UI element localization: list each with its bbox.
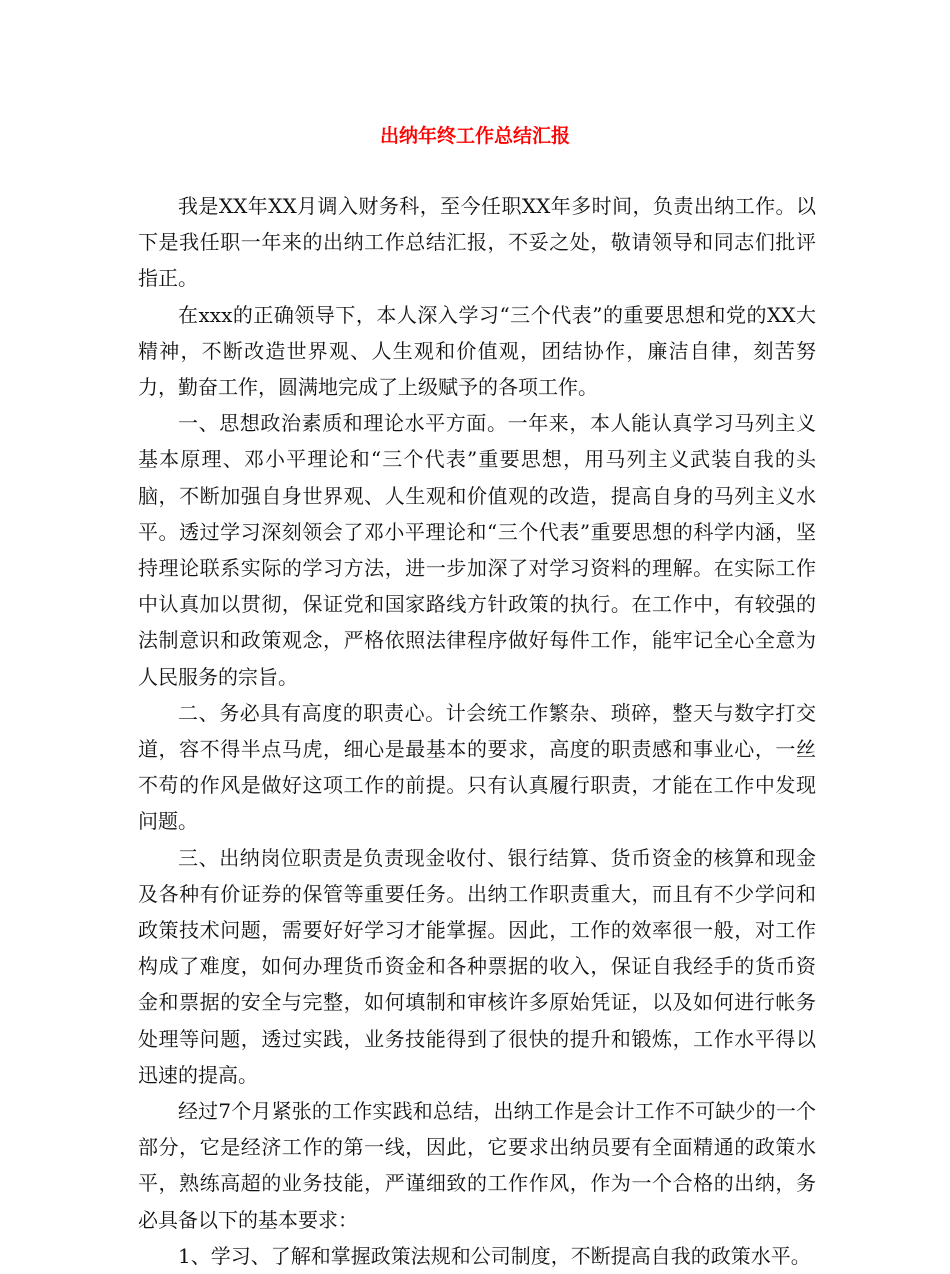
document-body bbox=[138, 188, 816, 1274]
paragraph-item-1: 1、学习、了解和掌握政策法规和公司制度，不断提高自我的政策水平。 bbox=[178, 1243, 811, 1268]
paragraph-cashier-duties: 三、出纳岗位职责是负责现金收付、银行结算、货币资金的核算和现金及各种有价证券的保管等重要任务。出纳工作职责重大，而且有不少学问和政策技术问题，需要好好学习才能掌握。因此，工作的效率很一般，对工作构成了难度，如何办理货币资金和各种票据的收入，保证自我经手的货币资金和票据的安全与完整，如何填制和审核许多原始凭证，以及如何进行帐务处理等问题，透过实践，业务技能得到了很快的提升和锻炼，工作水平得以迅速的提高。 bbox=[138, 845, 816, 1087]
paragraph-intro: 我是XX年XX月调入财务科，至今任职XX年多时间，负责出纳工作。以下是我任职一年来的出纳工作总结汇报，不妥之处，敬请领导和同志们批评指正。 bbox=[138, 194, 816, 291]
paragraph-political-quality: 一、思想政治素质和理论水平方面。一年来，本人能认真学习马列主义基本原理、邓小平理论和“三个代表”重要思想，用马列主义武装自我的头脑，不断加强自身世界观、人生观和价值观的改造，提高自身的马列主义水平。透过学习深刻领会了邓小平理论和“三个代表”重要思想的科学内涵，坚持理论联系实际的学习方法，进一步加深了对学习资料的理解。在实际工作中认真加以贯彻，保证党和国家路线方针政策的执行。在工作中，有较强的法制意识和政策观念，严格依照法律程序做好每件工作，能牢记全心全意为人民服务的宗旨。 bbox=[138, 411, 816, 689]
paragraph-requirements: 经过7个月紧张的工作实践和总结，出纳工作是会计工作不可缺少的一个部分，它是经济工作的第一线，因此，它要求出纳员要有全面精通的政策水平，熟练高超的业务技能，严谨细致的工作作风，作为一个合格的出纳，务必具备以下的基本要求： bbox=[138, 1099, 816, 1232]
document-title: 出纳年终工作总结汇报 bbox=[379, 125, 570, 147]
paragraph-responsibility: 二、务必具有高度的职责心。计会统工作繁杂、琐碎，整天与数字打交道，容不得半点马虎，细心是最基本的要求，高度的职责感和事业心，一丝不苟的作风是做好这项工作的前提。只有认真履行职责，才能在工作中发现问题。 bbox=[138, 700, 816, 834]
paragraph-leadership: 在xxx的正确领导下，本人深入学习“三个代表”的重要思想和党的XX大精神，不断改造世界观、人生观和价值观，团结协作，廉洁自律，刻苦努力，勤奋工作，圆满地完成了上级赋予的各项工作。 bbox=[138, 302, 816, 400]
